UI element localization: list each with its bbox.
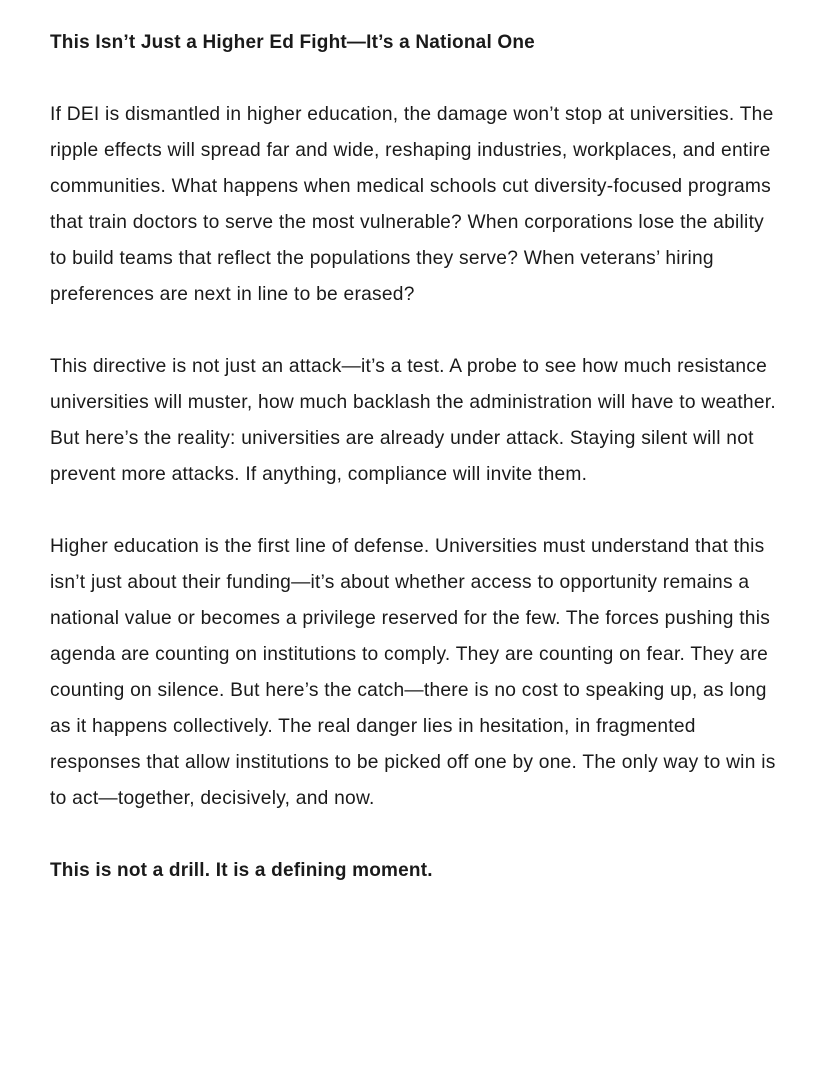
- article-paragraph-3: Higher education is the first line of defense. Universities must understand that this isn’t just about their funding—it’s about whether access to opportunity remains a national value or becomes a privilege reserved for the few. The forces pushing this agenda are counting on institutions to comply. They are counting on fear. They are counting on silence. But here’s the catch—there is no cost to speaking up, as long as it happens collectively. The real danger lies in hesitation, in fragmented responses that allow institutions to be picked off one by one. The only way to win is to act—together, decisively, and now.: [50, 536, 776, 809]
- article-paragraph-1: If DEI is dismantled in higher education, the damage won’t stop at universities. The ripple effects will spread far and wide, reshaping industries, workplaces, and entire communities. What happens when medical schools cut diversity-focused programs that train doctors to serve the most vulnerable? When corporations lose the ability to build teams that reflect the populations they serve? When veterans’ hiring preferences are next in line to be erased?: [50, 104, 774, 305]
- article-paragraph-2: This directive is not just an attack—it’s a test. A probe to see how much resistance universities will muster, how much backlash the administration will have to weather. But here’s the reality: universities are already under attack. Staying silent will not prevent more attacks. If anything, compliance will invite them.: [50, 356, 776, 485]
- article-closing-statement: This is not a drill. It is a defining moment.: [50, 860, 433, 881]
- article-heading: This Isn’t Just a Higher Ed Fight—It’s a National One: [50, 32, 535, 53]
